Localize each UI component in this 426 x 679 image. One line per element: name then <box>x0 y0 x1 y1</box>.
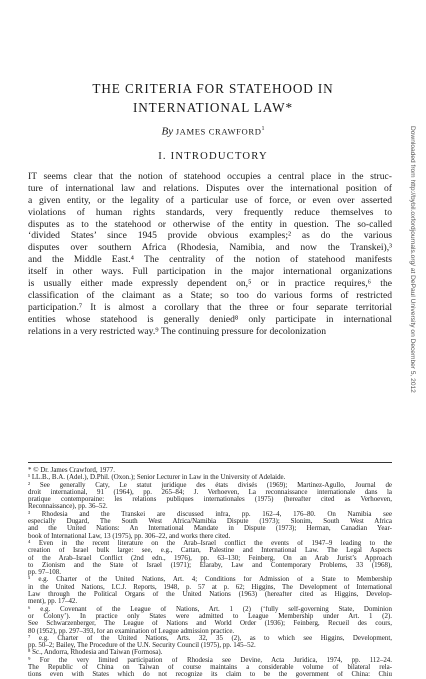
footnote-line: tions even with States which do not recognize its claim to be the government of China: Chiu <box>28 671 392 679</box>
footnote-line: in the United Nations, I.C.J. Reports, 1948, p. 57 at p. 62; Higgins, The Development of International <box>28 583 392 591</box>
footnote-line: to Zionism and the State of Israel (1971); Elaraby, Law and Contemporary Problems, 33 (1968), <box>28 561 392 569</box>
article-title-line-2: INTERNATIONAL LAW* <box>132 100 294 115</box>
body-line: participation.⁷ It is almost a corollary that the three or four separate territorial <box>28 301 392 313</box>
footnote-line: ment), pp. 17–42. <box>28 598 78 606</box>
download-watermark <box>406 126 416 556</box>
byline <box>40 122 386 140</box>
body-line: entities whose statehood is generally denied⁸ only participate in international <box>28 313 392 325</box>
footnote-line: or Colony’). In practice only States were admitted to League Membership under Art. 1 (2). <box>28 612 392 620</box>
body-line: disputes as to the statehood or otherwise of the entity in question. The so-called <box>28 218 392 230</box>
body-line: itself in other ways. Full participation in the major international organizations <box>28 266 392 278</box>
body-line: ture of international law and relations. Disputes over the international position of <box>28 182 392 194</box>
footnote-line: See Schwarzenberger, The League of Nations and World Order (1936); Feinberg, Recueil des cours, <box>28 620 392 628</box>
footnote-line: ⁸ Sc., Andorra, Rhodesia and Taiwan (Formosa). <box>28 649 163 657</box>
body-line: and the Middle East.⁴ The centrality of the notion of statehood manifests <box>28 254 392 266</box>
footnote-line: ⁹ For the very limited participation of Rhodesia see Devine, Acta Juridica, 1974, pp. 112–24. <box>28 656 392 664</box>
body-line: is usually either made expressly dependent on,⁵ or in practice requires,⁶ the <box>28 278 392 290</box>
author-footnote-marker: 1 <box>261 126 265 132</box>
footnote-line: ⁷ e.g. Charter of the United Nations, Arts. 32, 35 (2), as to which see Higgins, Development, <box>28 634 392 642</box>
footnote-line: ⁶ e.g. Covenant of the League of Nations, Art. 1 (2) (‘fully self-governing State, Dominion <box>28 605 392 613</box>
section-heading: I. INTRODUCTORY <box>158 151 268 162</box>
footnote-line: pp. 97–108. <box>28 569 61 577</box>
footnote-line: droit international, 91 (1964), pp. 265–84; J. Verhoeven, La reconnaissance internationale dans la <box>28 488 392 496</box>
footnote-line: especially Dugard, The South West Africa/Namibia Dispute (1973); Slonim, South West Africa <box>28 518 392 526</box>
body-line: ‘divided States’ since 1945 provide obvious examples;² as do the various <box>28 230 392 242</box>
footnote-line: book of International Law, 13 (1975), pp. 306–22, and works there cited. <box>28 532 231 540</box>
footnotes <box>28 467 392 679</box>
body-text <box>28 171 392 337</box>
footnote-line: ¹ LL.B., B.A. (Adel.), D.Phil. (Oxon.); Senior Lecturer in Law in the University of Adelaide. <box>28 474 286 482</box>
footnote-line: The Republic of China on Taiwan of course maintains a considerable volume of bilateral rela- <box>28 664 392 672</box>
footnote-line: ⁴ Even in the recent literature on the Arab–Israel conflict the events of 1947–9 leading to the <box>28 539 392 547</box>
body-line: relations in a very restricted way.⁹ The continuing pressure for decolonization <box>28 325 326 337</box>
footnote-line: creation of Israel bulk large: see, e.g., Cattan, Palestine and International Law. The Legal Aspects <box>28 547 392 555</box>
footnote-line: * © Dr. James Crawford, 1977. <box>28 467 115 474</box>
footnote-line: ³ Rhodesia and the Transkei are discussed infra, pp. 162–4, 176–80. On Namibia see <box>28 510 392 518</box>
footnote-line: and the United Nations: An International Mandate in Dispute (1973); Herman, Canadian Year- <box>28 525 392 533</box>
body-line: a given entity, or the legality of a particular use of force, or even over asserted <box>28 194 392 206</box>
byline-by: By <box>161 125 174 138</box>
body-line: classification of the claimant as a State; so too do various forms of restricted <box>28 289 392 301</box>
footnote-line: Reconnaissance), pp. 36–52. <box>28 503 108 511</box>
author-name: JAMES CRAWFORD <box>175 126 262 137</box>
body-line: disputes over southern Africa (Rhodesia, Namibia, and now the Transkei),³ <box>28 242 392 254</box>
download-watermark-text: Downloaded from http://bybil.oxfordjournals.org/ at DePaul University on December 5, 2012 <box>409 126 416 393</box>
article-title-line-1: THE CRITERIA FOR STATEHOOD IN <box>92 81 334 96</box>
footnote-line: Law through the Political Organs of the United Nations (1963) (hereafter cited as Higgins, Develop- <box>28 591 392 599</box>
footnote-line: 80 (1952), pp. 297–393, for an examination of League admission practice. <box>28 627 235 635</box>
body-line: IT seems clear that the notion of statehood occupies a central place in the struc- <box>28 171 392 182</box>
footnote-line: ² See generally Caty, Le statut juridique des états divisés (1969); Martinez-Agullo, Journal de <box>28 481 392 489</box>
footnote-rule <box>28 462 392 463</box>
footnote-line: pp. 50–2; Bailey, The Procedure of the U.N. Security Council (1975), pp. 145–52. <box>28 642 256 650</box>
body-line: violations of human rights standards, very frequently reduce themselves to <box>28 206 392 218</box>
footnote-line: of the Arab–Israel Conflict (2nd edn., 1976), pp. 63–130; Feinberg, On an Arab Jurist’s Approach <box>28 554 392 562</box>
footnote-line: pratique contemporaine: les relations publiques internationales (1975) (hereafter cited as Verhoeven, <box>28 496 392 504</box>
footnote-line: ⁵ e.g. Charter of the United Nations, Art. 4; Conditions for Admission of a State to Membership <box>28 576 392 584</box>
